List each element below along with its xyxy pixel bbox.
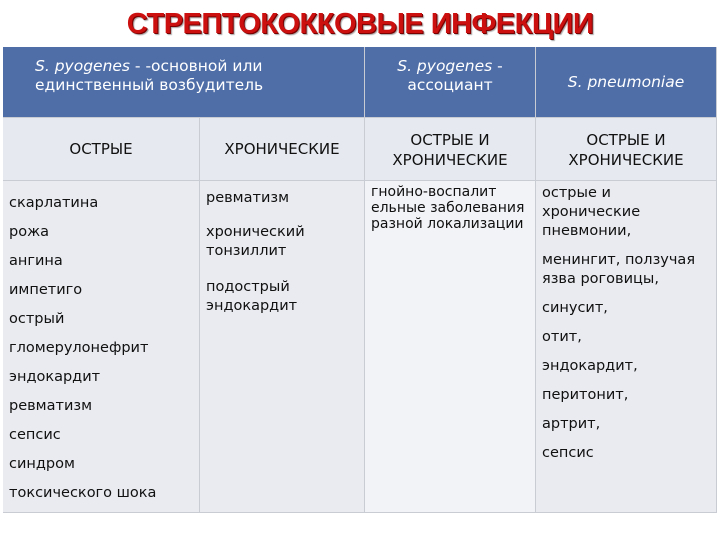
list-item: ангина (9, 253, 63, 269)
page-title: СТРЕПТОКОККОВЫЕ ИНФЕКЦИИ (126, 8, 594, 40)
list-item: эндокардит (9, 369, 101, 385)
list-item: импетиго (9, 282, 83, 298)
list-item: ревматизм (206, 190, 290, 206)
header-pyogenes-main-text: - -основной или единственный возбудитель (35, 57, 264, 94)
list-item: эндокардит, (542, 358, 638, 374)
list-item: синусит, (542, 300, 608, 316)
header-pyogenes-main (3, 47, 365, 118)
list-item: синдром (9, 456, 75, 472)
list-item: рожа (9, 224, 50, 240)
list-item: гнойно-воспалит ельные заболевания разной локализации (371, 184, 525, 232)
column-acute-list (3, 181, 200, 513)
header-species-pyogenes-2: S. pyogenes (397, 57, 493, 75)
list-item: острые и хронические пневмонии, (542, 185, 641, 239)
subheader-acute-chronic-2: ОСТРЫЕ И ХРОНИЧЕСКИЕ (536, 118, 717, 181)
subheader-acute: ОСТРЫЕ (3, 118, 200, 181)
header-pyogenes-associate (365, 47, 536, 118)
header-species-pyogenes: S. pyogenes (35, 57, 130, 75)
subheader-acute-chronic-1: ОСТРЫЕ И ХРОНИЧЕСКИЕ (365, 118, 536, 181)
header-pneumoniae (536, 47, 717, 118)
column-chronic-list (200, 181, 365, 513)
list-item: острый (9, 311, 65, 327)
header-species-pneumoniae: S. pneumoniae (567, 72, 685, 91)
column-pneumoniae-list (536, 181, 717, 513)
list-item: отит, (542, 329, 582, 345)
subheader-chronic: ХРОНИЧЕСКИЕ (200, 118, 365, 181)
list-item: скарлатина (9, 195, 99, 211)
list-item: сепсис (542, 445, 594, 461)
list-item: менингит, ползучая язва роговицы, (542, 252, 696, 287)
list-item: хронический тонзиллит (206, 224, 305, 259)
list-item: сепсис (9, 427, 61, 443)
list-item: перитонит, (542, 387, 629, 403)
header-pyogenes-associate-text: - ассоциант (407, 57, 503, 94)
list-item: подострый эндокардит (206, 279, 298, 314)
list-item: токсического шока (9, 485, 157, 501)
list-item: артрит, (542, 416, 601, 432)
infections-table (3, 47, 717, 513)
column-associate-list (365, 181, 536, 513)
list-item: ревматизм (9, 398, 93, 414)
list-item: гломерулонефрит (9, 340, 149, 356)
